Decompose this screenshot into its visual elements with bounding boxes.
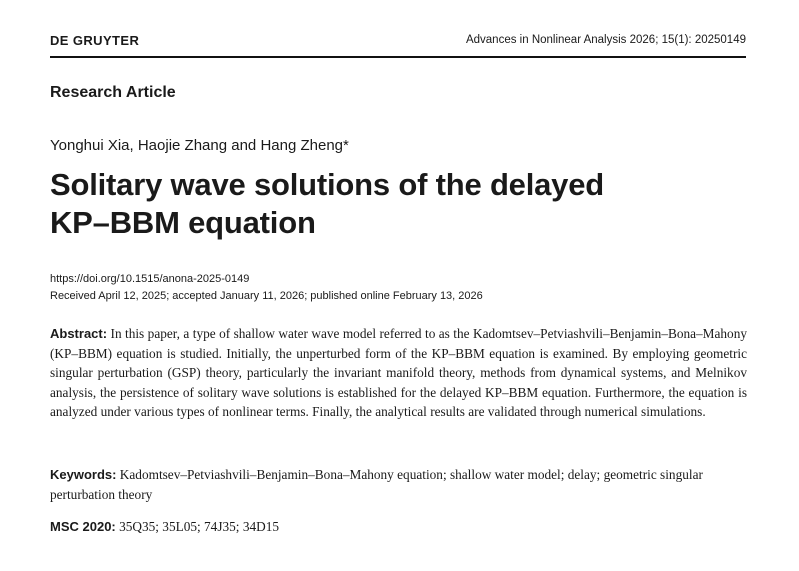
page-header — [50, 33, 746, 51]
msc-codes: 35Q35; 35L05; 74J35; 34D15 — [119, 519, 280, 534]
publisher-name: DE GRUYTER — [50, 33, 140, 48]
msc-classification — [50, 517, 747, 537]
title-line-2: KP–BBM equation — [50, 205, 316, 240]
abstract — [50, 324, 747, 422]
doi-link[interactable]: https://doi.org/10.1515/anona-2025-0149 — [50, 273, 250, 285]
keywords-text: Kadomtsev–Petviashvili–Benjamin–Bona–Mahony equation; shallow water model; delay; geometric singular perturbation theory — [50, 467, 703, 502]
abstract-text: In this paper, a type of shallow water wave model referred to as the Kadomtsev–Petviashvili–Benjamin–Bona–Mahony (KP–BBM) equation is studied. Initially, the unperturbed form of the KP–BBM equation is examined. By employing geometric singular perturbation (GSP) theory, particularly the invariant manifold theory, methods from dynamical systems, and Melnikov analysis, the persistence of solitary wave solutions is established for the delayed KP–BBM equation. Furthermore, the equation is analyzed under various types of nonlinear terms. Finally, the analytical results are validated through numerical simulations. — [50, 326, 747, 420]
msc-label: MSC 2020: — [50, 519, 116, 534]
author-list: Yonghui Xia, Haojie Zhang and Hang Zheng* — [50, 137, 349, 154]
article-meta — [50, 271, 483, 305]
abstract-label: Abstract: — [50, 326, 108, 341]
title-line-1: Solitary wave solutions of the delayed — [50, 167, 604, 202]
keywords-label: Keywords: — [50, 467, 117, 482]
journal-citation: Advances in Nonlinear Analysis 2026; 15(1): 20250149 — [465, 34, 746, 46]
publication-dates: Received April 12, 2025; accepted January 11, 2026; published online February 13, 2026 — [50, 290, 483, 302]
article-title — [50, 166, 750, 242]
keywords — [50, 465, 747, 504]
article-type: Research Article — [50, 84, 176, 101]
header-rule — [50, 56, 746, 58]
